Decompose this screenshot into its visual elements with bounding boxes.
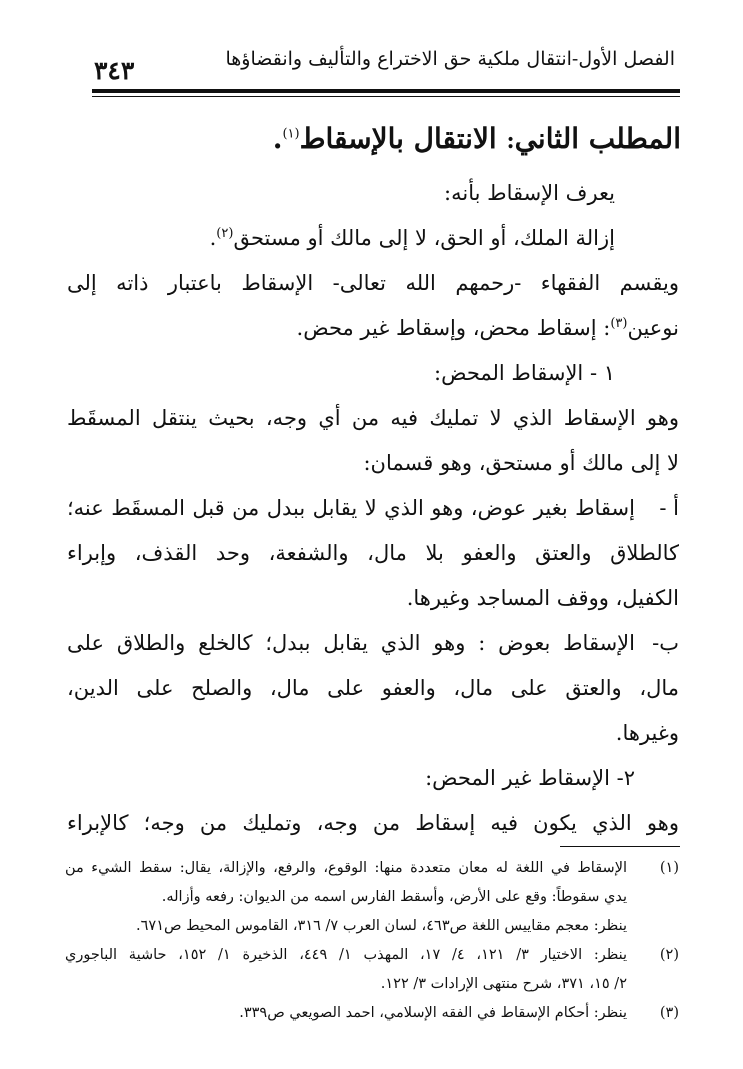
definition-line [210, 223, 615, 253]
definition-text: إزالة الملك، أو الحق، لا إلى مالك أو مستحق [233, 226, 615, 250]
list-item-a-line: كالطلاق والعتق والعفو بلا مال، والشفعة، وحد القذف، وإبراء [67, 541, 679, 565]
list-item-a-line: إسقاط بغير عوض، وهو الذي لا يقابل ببدل من قبل المسقَط عنه؛ [67, 496, 635, 520]
footnote-rule [560, 846, 680, 847]
footnote-number: (٣) [659, 1005, 679, 1021]
list-marker-b: ب- [652, 631, 679, 655]
header-rule [92, 89, 680, 93]
footnote-line: ينظر: الاختيار ٣/ ١٢١، ٤/ ١٧، المهذب ١/ ٤٤٩، الذخيرة ١/ ١٥٢، حاشية الباجوري [65, 947, 628, 963]
list-item-b-line: الإسقاط بعوض : وهو الذي يقابل ببدل؛ كالخلع والطلاق على [67, 631, 635, 655]
footnote-line: الإسقاط في اللغة له معان متعددة منها: الوقوع، والرفع، والإزالة، يقال: سقط الشيء من [65, 860, 627, 876]
running-title: الفصل الأول-انتقال ملكية حق الاختراع والتأليف وانقضاؤها [225, 48, 675, 70]
heading-subtitle: الانتقال بالإسقاط [299, 122, 497, 155]
footnote-line: ينظر: معجم مقاييس اللغة ص٤٦٣، لسان العرب ٧/ ٣١٦، القاموس المحيط ص٦٧١. [136, 918, 627, 934]
paragraph-line: ويقسم الفقهاء -رحمهم الله تعالى- الإسقاط باعتبار ذاته إلى [67, 271, 679, 295]
heading-separator: : [506, 128, 515, 154]
subheading: ٢- الإسقاط غير المحض: [425, 766, 635, 790]
footnote-ref[interactable]: (١) [282, 126, 300, 142]
footnote-number: (٢) [659, 947, 679, 963]
line-rest: : إسقاط محض، وإسقاط غير محض. [296, 316, 611, 340]
section-heading [273, 122, 681, 155]
heading-title: المطلب الثاني [514, 122, 681, 155]
heading-end: . [272, 122, 283, 155]
page-number: ٣٤٣ [94, 56, 135, 85]
footnote-ref[interactable]: (٢) [216, 226, 234, 241]
footnote-line: يدي سقوطاً: وقع على الأرض، وأسقط الفارس اسمه من الديوان: رفعه وأزاله. [161, 889, 627, 905]
header-rule-thin [92, 96, 680, 97]
list-marker-a: أ - [659, 496, 679, 520]
paragraph-line: وهو الذي يكون فيه إسقاط من وجه، وتمليك من وجه؛ كالإبراء [67, 811, 679, 835]
footnote-ref[interactable]: (٣) [610, 316, 628, 331]
paragraph-line: وهو الإسقاط الذي لا تمليك فيه من أي وجه، بحيث ينتقل المسقَط [67, 406, 679, 430]
list-item-a-line: الكفيل، ووقف المساجد وغيرها. [406, 586, 679, 610]
paragraph-line [297, 313, 679, 343]
list-item-b-line: مال، والعتق على مال، والعفو على مال، والصلح على الدين، [67, 676, 679, 700]
subheading: ١ - الإسقاط المحض: [434, 361, 615, 385]
paragraph-line: يعرف الإسقاط بأنه: [444, 181, 615, 205]
footnote-number: (١) [659, 860, 679, 876]
list-item-b-line: وغيرها. [615, 721, 679, 745]
paragraph-line: لا إلى مالك أو مستحق، وهو قسمان: [363, 451, 679, 475]
definition-end: . [209, 226, 217, 250]
footnote-line: ٢/ ١٥، ٣٧١، شرح منتهى الإرادات ٣/ ١٢٢. [380, 976, 627, 992]
line-start: نوعين [627, 316, 679, 340]
footnote-line: ينظر: أحكام الإسقاط في الفقه الإسلامي، احمد الصويعي ص٣٣٩. [239, 1005, 627, 1021]
